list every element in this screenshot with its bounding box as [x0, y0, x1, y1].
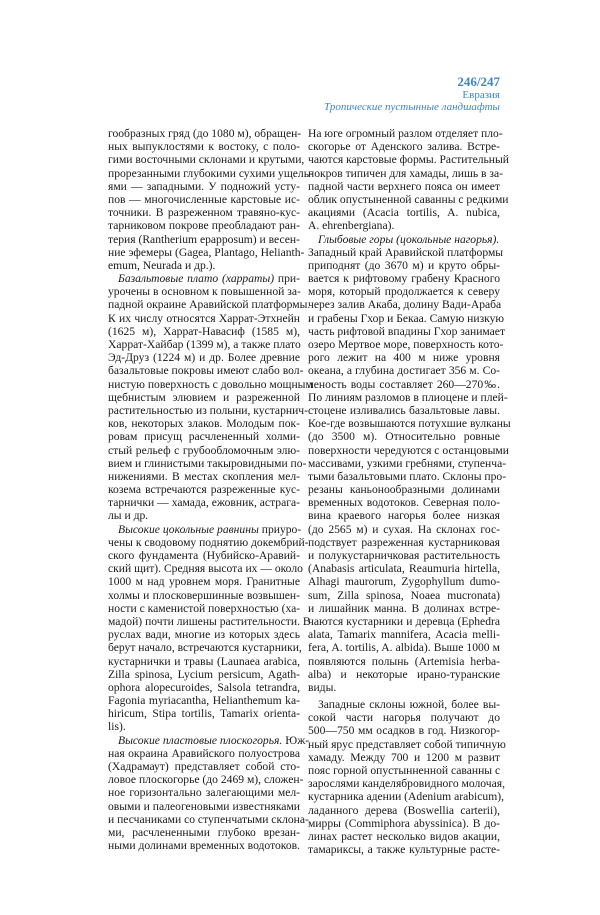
running-header: [324, 74, 500, 114]
paragraph: [108, 127, 313, 272]
text-line: ский щит). Средняя высота их — около: [108, 562, 303, 576]
text-line: массивами, узкими гребнями, ступенча-: [308, 456, 507, 470]
page-numbers: 246/247: [457, 74, 500, 89]
text-line: сокой части нагорья получают до: [308, 711, 500, 725]
text-line: 1000 м над уровнем моря. Гранитные: [108, 575, 300, 589]
text-line: овыми и палеогеновыми известняками: [108, 799, 300, 813]
text-line: alata, Tamarix mannifera, Acacia melli-: [308, 628, 500, 642]
text-column-right: [308, 127, 511, 857]
text-line: мирры (Commiphora abyssinica). В до-: [308, 816, 500, 830]
text-line: моря, который продолжается к северу: [308, 285, 500, 299]
text-line: скогорье от Аденского залива. Встре-: [308, 140, 500, 154]
text-line: ями — западными. У подножий усту-: [108, 179, 300, 193]
text-line: лы и др.: [108, 509, 149, 523]
text-line: подствует разреженная кустарниковая: [308, 535, 500, 549]
text-line: пояс горной опустынненной саванны с: [308, 764, 501, 777]
text-line: Эд-Друз (1224 м) и др. Более древние: [108, 351, 300, 365]
text-line: (до 3500 м). Относительно ровные: [308, 430, 500, 444]
text-line: тамариксы, а также культурные расте-: [308, 843, 500, 857]
text-line: На юге огромный разлом отделяет пло-: [308, 127, 503, 140]
text-line: ности с каменистой поверхностью (ха-: [108, 601, 301, 615]
text-line: ние эфемеры (Gagea, Plantago, Helianth-: [108, 245, 305, 259]
text-line: чаются кустарники и деревца (Ephedra: [308, 614, 500, 628]
text-line: вием и глинистыми такыровидными по-: [108, 456, 307, 470]
text-line: 500—750 мм осадков в год. Низкогор-: [308, 724, 500, 738]
text-line: ных выпуклостями к востоку, с поло-: [108, 140, 300, 154]
text-line: растительностью из полыни, кустарнич-: [108, 403, 308, 417]
text-line: Высокие цокольные равнины приуро-: [118, 522, 302, 536]
text-line: ровам присущ расчлененный холми-: [108, 430, 300, 444]
text-line: и лишайник манна. В долинах встре-: [308, 601, 500, 615]
text-line: пов — многочисленные карстовые ис-: [108, 192, 300, 206]
text-line: временных водотоков. Северная поло-: [308, 496, 500, 510]
text-line: ков, некоторых злаков. Молодым пок-: [108, 417, 300, 431]
text-line: К их числу относятся Харрат-Этхнейн: [108, 311, 300, 325]
text-line: (Хадрамаут) представляет собой сто-: [108, 760, 300, 773]
text-line: A. ehrenbergiana).: [308, 219, 395, 233]
text-line: стоцене изливались базальтовые лавы.: [308, 403, 500, 417]
text-line: Alhagi maurorum, Zygophyllum dumo-: [308, 575, 500, 589]
text-line: Западный край Аравийской платформы: [308, 245, 504, 259]
text-line: (1625 м), Харрат-Навасиф (1585 м),: [108, 324, 300, 338]
text-line: мадой) почти лишены растительности. В: [108, 614, 311, 628]
text-line: и полукустарничковая растительность: [308, 549, 500, 562]
text-line: и грабены Гхор и Бекаа. Самую низкую: [308, 311, 505, 325]
text-line: акациями (Acacia tortilis, A. nubica,: [308, 206, 500, 220]
text-line: Западные склоны южной, более вы-: [318, 698, 500, 712]
text-line: покров типичен для хамады, лишь в за-: [308, 166, 504, 180]
text-line: и песчаниками со ступенчатыми склона-: [108, 812, 309, 826]
text-line: океана, а глубина достигает 356 м. Со-: [308, 364, 500, 378]
text-line: козема встречаются разреженные кус-: [108, 483, 300, 497]
italic-heading: Глыбовые горы (цокольные нагорья).: [318, 232, 500, 246]
text-line: ными долинами временных водотоков.: [108, 839, 300, 853]
text-column-left: [108, 127, 313, 853]
text-line: alba) и некоторые ирано-туранские: [308, 667, 500, 681]
text-line: падной части верхнего пояса он имеет: [308, 179, 500, 193]
text-line: появляются полынь (Artemisia herba-: [308, 654, 500, 668]
text-line: чаются карстовые формы. Растительный: [308, 153, 509, 167]
paragraph: [308, 232, 511, 695]
text-line: [308, 233, 500, 246]
text-line: sum, Zilla spinosa, Noaea mucronata): [308, 588, 500, 602]
paragraph: [108, 272, 313, 523]
text-line: lis).: [108, 720, 126, 734]
text-line: щебнистым элювием и разреженной: [108, 390, 300, 404]
text-line: рого лежит на 400 м ниже уровня: [308, 351, 500, 365]
text-line: fera, A. tortilis, A. albida). Выше 1000 м: [308, 641, 500, 655]
text-line: ная окраина Аравийского полуострова: [108, 746, 300, 760]
paragraph: [108, 522, 311, 734]
text-line: линах растет несколько видов акации,: [308, 829, 500, 843]
text-line: леность воды составляет 260—270‰.: [308, 377, 500, 391]
text-line: базальтовые покровы имеют слабо вол-: [108, 364, 304, 378]
text-line: гообразных гряд (до 1080 м), обращен-: [108, 127, 302, 140]
subsection-title: Тропические пустынные ландшафты: [324, 101, 500, 113]
text-line: точники. В разреженном травяно-кус-: [108, 206, 300, 220]
italic-heading: Базальтовые плато (харраты): [118, 272, 275, 286]
section-title: Евразия: [462, 89, 500, 101]
text-line: (Anabasis articulata, Reaumuria hirtella,: [308, 562, 500, 576]
text-line: стый рельеф с грубообломочным элю-: [108, 443, 300, 457]
text-line: Кое-где возвышаются потухшие вулканы: [308, 417, 511, 431]
italic-heading: Высокие пластовые плоскогорья.: [118, 733, 283, 747]
text-line: Fagonia myriacantha, Helianthemum ka-: [108, 694, 300, 708]
text-line: кустарника адении (Adenium arabicum),: [308, 790, 504, 804]
text-line: нижениями. В местах скопления мел-: [108, 469, 300, 483]
text-line: По линиям разломов в плиоцене и плей-: [308, 390, 508, 404]
text-line: резаны каньонообразными долинами: [308, 483, 500, 497]
text-line: холмы и плосковершинные возвышен-: [108, 588, 300, 602]
text-line: прорезанными глубокими сухими ущель-: [108, 166, 313, 180]
text-line: emum, Neurada и др.).: [108, 258, 216, 272]
text-line: ми, расчлененными глубоко врезан-: [108, 825, 300, 839]
italic-heading: Высокие цокольные равнины: [118, 522, 259, 536]
text-line: облик опустыненной саванны с редкими: [308, 192, 509, 206]
text-line: хамаду. Между 700 и 1200 м развит: [308, 750, 500, 764]
text-line: Базальтовые плато (харраты) при-: [118, 272, 300, 286]
text-line: ладанного дерева (Boswellia carterii),: [308, 803, 500, 817]
text-line: вина краевого нагорья более низкая: [308, 509, 500, 523]
text-line: падной окраине Аравийской платформы.: [108, 298, 311, 312]
text-line: Zilla spinosa, Lycium persicum, Agath-: [108, 667, 300, 681]
text-line: приподнят (до 3670 м) и круто обры-: [308, 258, 500, 272]
text-line: ный ярус представляет собой типичную: [308, 737, 506, 751]
text-line: терия (Rantherium epapposum) и весен-: [108, 232, 300, 246]
text-line: ского фундамента (Нубийско-Аравий-: [108, 549, 300, 562]
text-line: тарниковом покрове преобладают ран-: [108, 219, 300, 233]
paragraph: [308, 698, 506, 857]
text-line: урочены в основном к повышенной за-: [108, 285, 301, 299]
text-line: кустарнички и травы (Launaea arabica,: [108, 654, 300, 668]
text-line: нистую поверхность с довольно мощным: [108, 377, 313, 391]
text-line: чены к сводовому поднятию докембрий-: [108, 535, 309, 549]
text-line: зарослями канделябровидного молочая,: [308, 777, 505, 791]
paragraph: [308, 127, 509, 233]
text-line: вается к рифтовому грабену Красного: [308, 272, 500, 286]
paragraph: [108, 733, 310, 853]
text-line: руслах вади, многие из которых здесь: [108, 628, 300, 642]
text-line: Высокие пластовые плоскогорья. Юж-: [118, 733, 310, 747]
text-line: гими восточными склонами и крутыми,: [108, 153, 305, 167]
text-line: часть рифтовой впадины Гхор занимает: [308, 324, 506, 338]
text-line: берут начало, встречаются кустарники,: [108, 641, 302, 655]
text-line: (до 2565 м) и сухая. На склонах гос-: [308, 522, 500, 536]
text-line: hiricum, Stipa tortilis, Tamarix orienta-: [108, 707, 300, 721]
text-line: Харрат-Хайбар (1399 м), а также плато: [108, 338, 301, 351]
text-line: озеро Мертвое море, поверхность кото-: [308, 338, 504, 351]
text-line: тарнички — хамада, ежовник, астрага-: [108, 496, 300, 510]
text-line: виды.: [308, 680, 337, 694]
text-line: поверхности чередуются с останцовыми: [308, 443, 509, 457]
text-line: ное горизонтально залегающими мел-: [108, 786, 300, 800]
text-line: ophora alopecuroides, Salsola tetrandra,: [108, 680, 300, 694]
text-line: тыми базальтовыми плато. Склоны про-: [308, 469, 507, 483]
text-line: ловое плоскогорье (до 2469 м), сложен-: [108, 773, 304, 787]
text-line: через залив Акаба, долину Вади-Араба: [308, 298, 502, 312]
